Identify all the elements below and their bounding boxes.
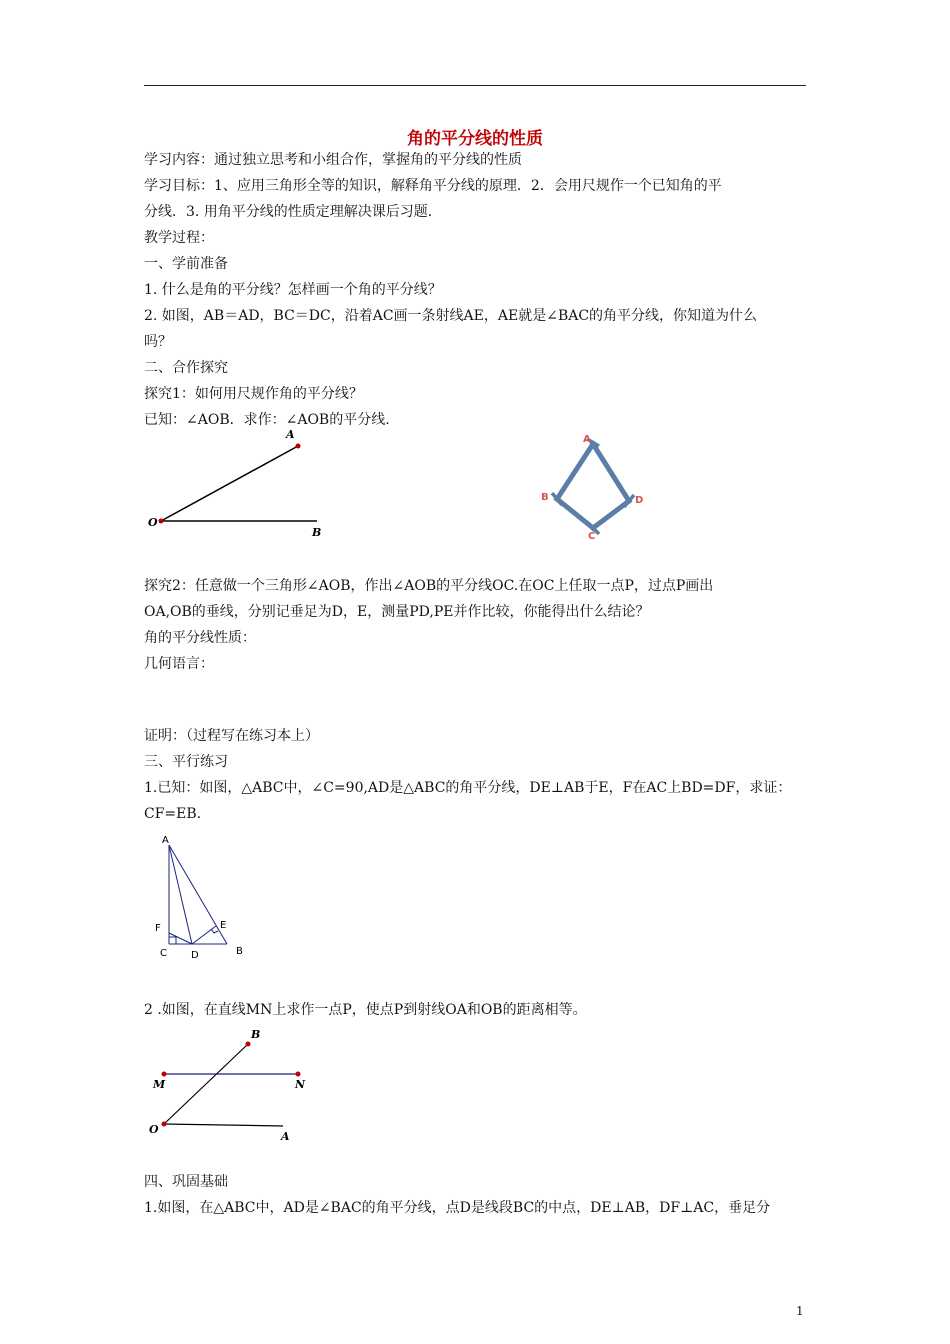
tri-label-e: E bbox=[220, 920, 227, 931]
kite-label-d: D bbox=[635, 495, 644, 506]
geometry-language: 几何语言： bbox=[144, 656, 214, 672]
kite-label-c: C bbox=[588, 531, 596, 542]
mn-label-m: M bbox=[153, 1078, 166, 1091]
section-3-heading: 三、平行练习 bbox=[144, 754, 228, 770]
question-1: 1. 什么是角的平分线？怎样画一个角的平分线？ bbox=[144, 282, 442, 298]
learning-content: 学习内容：通过独立思考和小组合作，掌握角的平分线的性质 bbox=[144, 152, 522, 168]
point-o2 bbox=[162, 1122, 167, 1127]
teaching-process: 教学过程： bbox=[144, 230, 214, 246]
mn-label-n: N bbox=[295, 1078, 306, 1091]
section-4-exercise-1: 1.如图，在△ABC中，AD是∠BAC的角平分线，点D是线段BC的中点，DE⊥AB，DF⊥AC，垂足分 bbox=[144, 1200, 771, 1216]
point-b bbox=[246, 1042, 251, 1047]
point-n bbox=[296, 1072, 301, 1077]
mn-label-b: B bbox=[251, 1028, 261, 1041]
mn-label-o: O bbox=[149, 1123, 159, 1136]
label-a: A bbox=[286, 428, 295, 441]
triangle-figure bbox=[150, 830, 260, 965]
kite-label-b: B bbox=[541, 492, 549, 503]
question-2-line-1: 2. 如图，AB＝AD，BC＝DC，沿着AC画一条射线AE，AE就是∠BAC的角平分线，你知道为什么 bbox=[144, 308, 758, 324]
kite-label-a: A bbox=[583, 434, 591, 445]
exercise-2: 2 .如图，在直线MN上求作一点P，使点P到射线OA和OB的距离相等。 bbox=[144, 1002, 587, 1018]
learning-goals-line-2: 分线．3. 用角平分线的性质定理解决课后习题. bbox=[144, 204, 433, 220]
mn-label-a: A bbox=[281, 1130, 290, 1143]
section-4-heading: 四、巩固基础 bbox=[144, 1174, 228, 1190]
mn-figure bbox=[140, 1025, 320, 1150]
point-a bbox=[296, 444, 301, 449]
label-b: B bbox=[312, 526, 322, 539]
bisector-property: 角的平分线性质： bbox=[144, 630, 256, 646]
angle-aob-figure bbox=[140, 425, 340, 545]
tri-label-c: C bbox=[160, 948, 167, 959]
page-title: 角的平分线的性质 bbox=[407, 129, 543, 149]
section-2-heading: 二、合作探究 bbox=[144, 360, 228, 376]
explore-1: 探究1：如何用尺规作角的平分线？ bbox=[144, 386, 363, 402]
label-o: O bbox=[148, 516, 158, 529]
page-number: 1 bbox=[796, 1304, 804, 1318]
tri-label-d: D bbox=[191, 950, 199, 961]
tri-label-a: A bbox=[162, 835, 169, 846]
explore-2-line-2: OA,OB的垂线，分别记垂足为D，E，测量PD,PE并作比较，你能得出什么结论？ bbox=[144, 604, 650, 620]
explore-2-line-1: 探究2：任意做一个三角形∠AOB，作出∠AOB的平分线OC.在OC上任取一点P，过点P画出 bbox=[144, 578, 714, 594]
proof-note: 证明：（过程写在练习本上） bbox=[144, 728, 319, 744]
exercise-1-line-2: CF=EB. bbox=[144, 806, 202, 822]
kite-figure bbox=[535, 428, 655, 548]
learning-goals-line-1: 学习目标：1、应用三角形全等的知识，解释角平分线的原理．2．会用尺规作一个已知角的平 bbox=[144, 178, 722, 194]
point-m bbox=[162, 1072, 167, 1077]
point-o bbox=[159, 519, 164, 524]
exercise-1-line-1: 1.已知：如图，△ABC中，∠C=90,AD是△ABC的角平分线，DE⊥AB于E，F在AC上BD=DF，求证： bbox=[144, 780, 792, 796]
section-1-heading: 一、学前准备 bbox=[144, 256, 228, 272]
header-rule bbox=[144, 85, 806, 86]
tri-label-f: F bbox=[155, 923, 161, 934]
question-2-line-2: 吗？ bbox=[144, 334, 172, 350]
tri-label-b: B bbox=[236, 946, 243, 957]
given-statement: 已知：∠AOB．求作：∠AOB的平分线. bbox=[144, 412, 390, 428]
